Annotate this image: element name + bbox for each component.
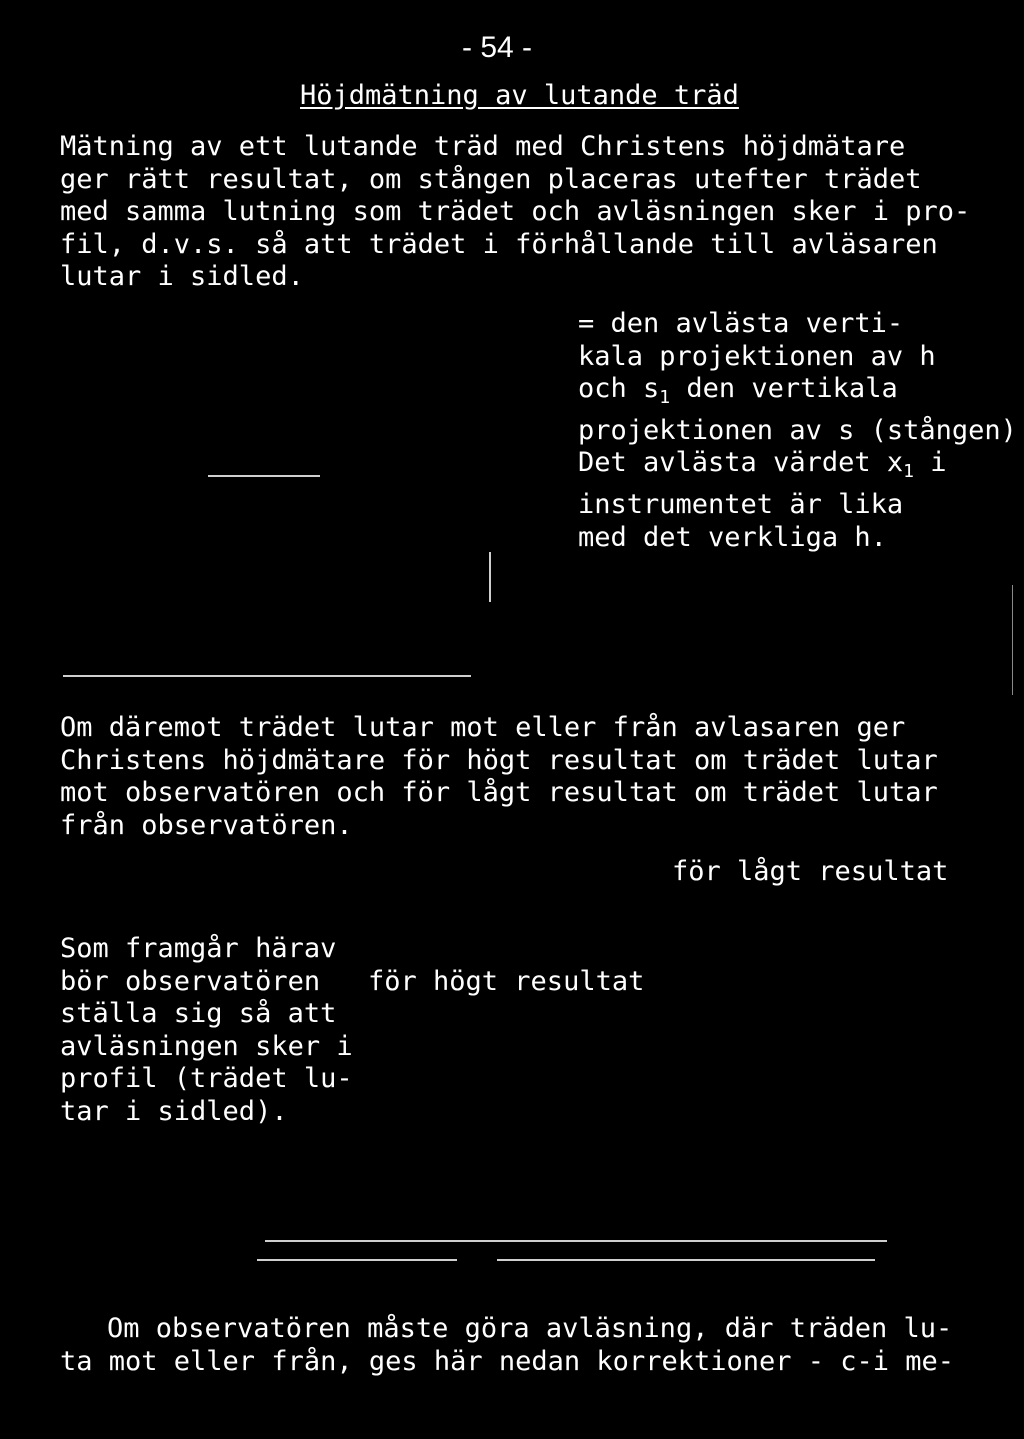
paragraph-line: Mätning av ett lutande träd med Christens höjdmätare — [60, 131, 906, 162]
paragraph-line: avläsningen sker i — [60, 1030, 353, 1062]
figure-ground-rule — [265, 1240, 887, 1242]
page-heading: Höjdmätning av lutande träd — [300, 80, 739, 111]
scan-edge-mark — [1012, 585, 1013, 695]
paragraph-line: ta mot eller från, ges här nedan korrektioner - c-i me- — [60, 1346, 955, 1377]
figure-label-low-result: för lågt resultat — [672, 856, 949, 887]
paragraph-lean-toward-away — [60, 712, 938, 842]
paragraph-line: Christens höjdmätare för högt resultat om trädet lutar — [60, 744, 938, 776]
paragraph-line: med samma lutning som trädet och avläsningen sker i pro- — [60, 196, 971, 227]
subscript: 1 — [659, 387, 671, 409]
paragraph-line: Som framgår härav — [60, 933, 337, 964]
figure-stick-line — [489, 552, 491, 602]
paragraph-line: profil (trädet lu- — [60, 1063, 353, 1094]
figure-dash-line — [208, 475, 320, 477]
paragraph-observer-position — [60, 933, 353, 1128]
paragraph-corrections — [60, 1312, 1001, 1378]
note-line: instrumentet är lika — [578, 488, 904, 520]
figure-ground-rule-right — [497, 1259, 875, 1261]
figure-ground-rule-short — [257, 1259, 457, 1261]
paragraph-line: ställa sig så att — [60, 998, 337, 1029]
paragraph-line: bör observatören — [60, 965, 321, 997]
subscript: 1 — [903, 461, 914, 483]
paragraph-line: fil, d.v.s. så att trädet i förhållande till avläsaren — [60, 228, 938, 260]
note-line: och $s_1$ den vertikala — [578, 373, 898, 409]
note-line: med det verkliga h. — [578, 521, 887, 553]
note-line: kala projektionen av h — [578, 340, 936, 372]
paragraph-line: tar i sidled). — [60, 1095, 288, 1127]
projection-note — [578, 308, 1017, 554]
note-line: Det avlästa värdet $x_1$ i — [578, 447, 947, 483]
paragraph-line: ger rätt resultat, om stången placeras utefter trädet — [60, 163, 922, 195]
paragraph-leaning-tree-intro — [60, 131, 970, 294]
paragraph-line: Om däremot trädet lutar mot eller från avlasaren ger — [60, 712, 906, 743]
figure-label-high-result: för högt resultat — [368, 966, 645, 997]
section-divider-rule — [63, 675, 471, 677]
note-line: projektionen av s (stången) — [578, 414, 1017, 446]
paragraph-line: mot observatören och för lågt resultat om trädet lutar — [60, 777, 938, 808]
paragraph-line: Om observatören måste göra avläsning, där träden lu- — [107, 1313, 953, 1344]
paragraph-line: lutar i sidled. — [60, 261, 304, 292]
paragraph-line: från observatören. — [60, 809, 353, 841]
page-number: - 54 - — [462, 31, 533, 64]
note-line: = den avlästa verti- — [578, 308, 904, 339]
